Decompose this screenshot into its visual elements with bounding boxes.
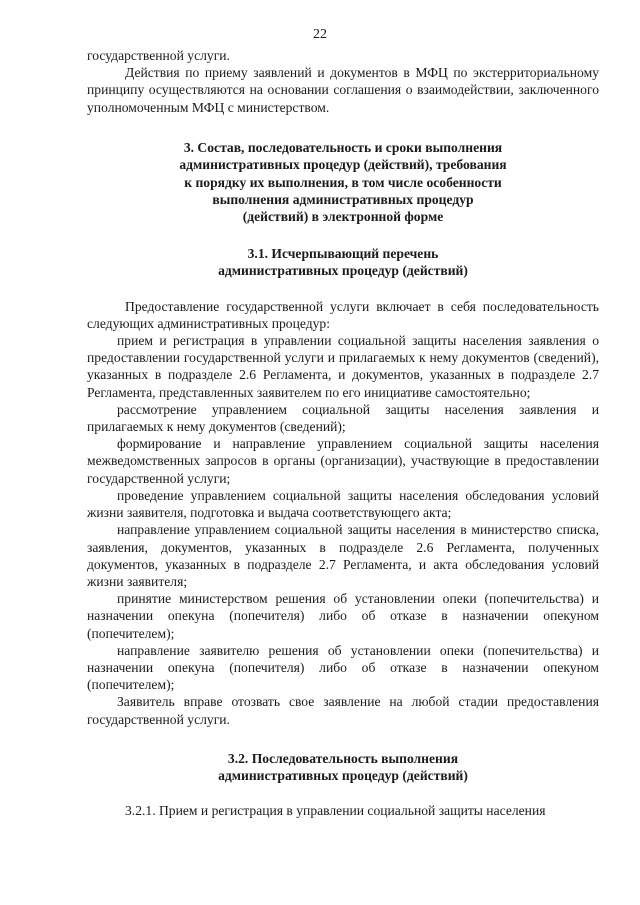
procedure-list-item: рассмотрение управлением социальной защиты населения заявления и прилагаемых к нему документов (сведений); <box>87 401 599 435</box>
section-3-1-title-line: административных процедур (действий) <box>218 263 468 279</box>
section-3-1-heading <box>87 245 599 280</box>
section-3-title-line: (действий) в электронной форме <box>242 209 444 225</box>
procedure-list-item: принятие министерством решения об установлении опеки (попечительства) и назначении опекуна (попечителя) либо об отказе в назначении опекуном (попечителем); <box>87 591 599 641</box>
section-3-2-heading <box>87 750 599 785</box>
intro-line: государственной услуги. <box>87 48 230 63</box>
intro-paragraph: Действия по приему заявлений и документов в МФЦ по экстерриториальному принципу осуществляются на основании соглашения о взаимодействии, заключенного уполномоченным МФЦ с министерством. <box>87 65 599 115</box>
section-3-title-line: административных процедур (действий), требования <box>179 157 507 173</box>
section-3-heading <box>87 139 599 226</box>
section-3-title-line: выполнения административных процедур <box>212 192 474 208</box>
procedure-list-item: направление заявителю решения об установлении опеки (попечительства) и назначении опекуна (попечителя) либо об отказе в назначении опекуном (попечителем); <box>87 642 599 693</box>
section-3-2-title-line: 3.2. Последовательность выполнения <box>227 750 459 766</box>
section-3-title-line: к порядку их выполнения, в том числе особенности <box>184 174 502 190</box>
procedure-list-item: прием и регистрация в управлении социальной защиты населения заявления о предоставлении государственной услуги и прилагаемых к нему документов (сведений), указанных в подразделе 2.6 Регламента, и документов, указанных в подразделе 2.7 Регламента, представленных заявителем по его инициативе самостоятельно; <box>87 333 599 400</box>
page-content <box>87 47 599 819</box>
section-3-2-title-line: административных процедур (действий) <box>218 768 468 784</box>
subsection-3-2-1-paragraph: 3.2.1. Прием и регистрация в управлении социальной защиты населения <box>125 802 546 818</box>
section-3-title-line: 3. Состав, последовательность и сроки выполнения <box>183 139 503 155</box>
page-number: 22 <box>313 27 327 42</box>
procedure-list-item: проведение управлением социальной защиты населения обследования условий жизни заявителя, подготовка и выдача соответствующего акта; <box>87 487 599 521</box>
procedure-list-item: направление управлением социальной защиты населения в министерство списка, заявления, документов, указанных в подразделе 2.6 Регламента, полученных документов, указанных в подразделе 2.7 Регламента, и акта обследования условий жизни заявителя; <box>87 522 599 589</box>
section-3-1-title-line: 3.1. Исчерпывающий перечень <box>247 245 439 261</box>
withdrawal-paragraph: Заявитель вправе отозвать свое заявление на любой стадии предоставления государственной услуги. <box>87 694 599 727</box>
procedure-list-item: формирование и направление управлением социальной защиты населения межведомственных запросов в органы (организации), участвующие в предоставлении государственной услуги; <box>87 436 599 486</box>
procedures-lead-paragraph: Предоставление государственной услуги включает в себя последовательность следующих административных процедур: <box>87 298 599 331</box>
